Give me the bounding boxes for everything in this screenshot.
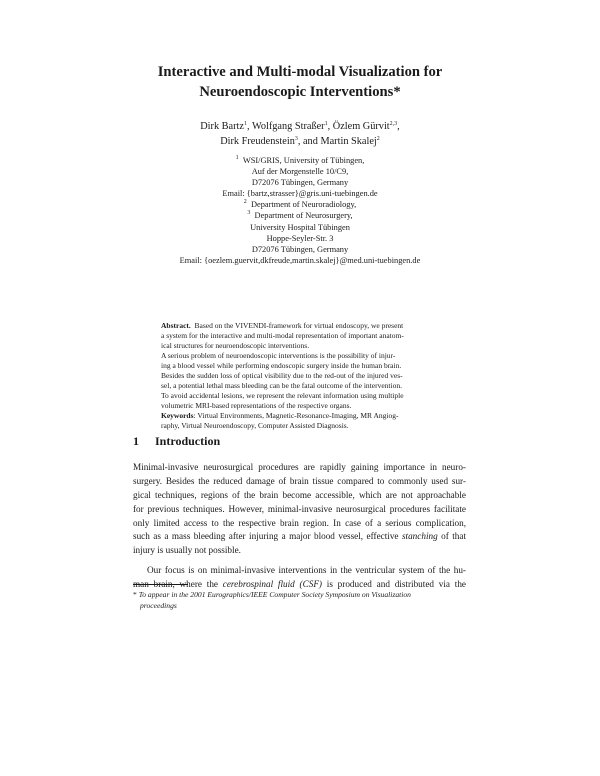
body-line: surgery. Besides the reduced damage of brain tissue compared to commonly used sur-	[133, 475, 466, 486]
abstract-text: Based on the VIVENDI-framework for virtual endoscopy, we present	[194, 321, 404, 330]
title-line-2-text: Neuroendoscopic Interventions	[199, 84, 394, 100]
keywords-line	[161, 411, 440, 421]
affiliation-line: D72076 Tübingen, Germany	[251, 178, 349, 188]
abstract-line: sel, a potential lethal mass bleeding can be the fatal outcome of the intervention.	[161, 381, 402, 391]
affiliation-text: Department of Neurosurgery,	[254, 211, 353, 221]
author-affiliation-mark: 3	[294, 136, 298, 142]
abstract-line: Besides the sudden loss of optical visibility due to the red-out of the injured ves-	[161, 371, 403, 381]
author-separator: ,	[246, 121, 252, 132]
body-text: such as a mass bleeding after injuring a major blood vessel, effective	[133, 531, 402, 542]
section-title: Introduction	[155, 434, 221, 448]
abstract-label: Abstract.	[161, 321, 191, 330]
author-affiliation-mark: 2	[376, 136, 380, 142]
emphasis-text: cerebrospinal fluid (CSF)	[222, 579, 322, 590]
section-number: 1	[133, 434, 139, 448]
keywords-text: : Virtual Environments, Magnetic-Resonance-Imaging, MR Angiog-	[193, 411, 399, 421]
author-name: Özlem Gürvit	[332, 121, 390, 132]
body-line: gical techniques, regions of the brain become accessible, which are not approachable	[133, 489, 466, 500]
affiliation-line	[0, 199, 600, 210]
author-affiliation-mark: 1	[243, 121, 247, 127]
title-line-2	[0, 82, 600, 102]
affiliation-line: University Hospital Tübingen	[250, 222, 350, 232]
abstract-line	[161, 321, 440, 331]
affiliation-block	[0, 155, 600, 266]
affiliation-line	[0, 210, 600, 221]
footnote-mark: *	[133, 590, 137, 599]
affiliation-mark: 3	[247, 210, 251, 217]
author-line-2	[0, 134, 600, 149]
affiliation-line: Auf der Morgenstelle 10/C9,	[251, 167, 349, 177]
affiliation-line: D72076 Tübingen, Germany	[251, 244, 349, 254]
footnote-line	[133, 600, 466, 611]
body-line: injury is usually not possible.	[133, 545, 241, 556]
affiliation-line	[0, 155, 600, 166]
title-footnote-mark: *	[393, 84, 401, 100]
abstract-line: a system for the interactive and multi-modal representation of important anatom-	[161, 331, 404, 341]
author-separator: , and	[297, 136, 321, 147]
body-line: only limited access to the respective brain region. In case of a serious complication,	[133, 517, 466, 528]
author-affiliation-mark: 2,3	[389, 121, 398, 127]
section-heading	[133, 434, 220, 449]
footnote	[133, 589, 466, 611]
body-line: for previous techniques. However, minimal-invasive neurosurgical procedures facilitate	[133, 503, 466, 514]
abstract-line: To avoid accidental lesions, we represent the relevant information using multiple	[161, 391, 404, 401]
author-name: Wolfgang Straßer	[251, 121, 325, 132]
paper-title	[0, 62, 600, 102]
keywords-label: Keywords	[161, 411, 194, 421]
abstract	[161, 321, 440, 432]
body-text: of that	[437, 531, 466, 542]
author-separator: ,	[327, 121, 333, 132]
footnote-text: To appear in the 2001 Eurographics/IEEE Computer Society Symposium on Visualization	[136, 590, 411, 599]
footnote-text: proceedings	[140, 601, 177, 610]
author-line-1	[0, 119, 600, 134]
affiliation-mark: 2	[243, 199, 247, 206]
abstract-line: volumetric MRI-based representations of the respective organs.	[161, 401, 352, 411]
author-separator: ,	[397, 121, 400, 132]
affiliation-email: Email: {bartz,strasser}@gris.uni-tuebingen.de	[222, 189, 378, 199]
abstract-line: ing a blood vessel while performing endoscopic surgery inside the human brain.	[161, 361, 402, 371]
author-affiliation-mark: 1	[324, 121, 328, 127]
author-name: Martin Skalej	[320, 136, 377, 147]
title-line-1: Interactive and Multi-modal Visualization for	[157, 64, 443, 80]
affiliation-mark: 1	[235, 155, 239, 161]
affiliation-text: WSI/GRIS, University of Tübingen,	[242, 156, 365, 165]
author-name: Dirk Bartz	[200, 121, 244, 132]
body-text: is produced and distributed via the	[322, 579, 466, 590]
affiliation-email: Email: {oezlem.guervit,dkfreude,martin.skalej}@med.uni-tuebingen.de	[179, 255, 421, 265]
affiliation-text: Department of Neuroradiology,	[250, 200, 357, 210]
footnote-line	[133, 589, 466, 600]
author-list	[0, 119, 600, 149]
body-line	[133, 530, 466, 544]
abstract-line: A serious problem of neuroendoscopic interventions is the possibility of injur-	[161, 351, 396, 361]
keywords-line: raphy, Virtual Neuroendoscopy, Computer Assisted Diagnosis.	[161, 421, 349, 431]
introduction-body	[133, 461, 466, 592]
body-line: Our focus is on minimal-invasive interventions in the ventricular system of the hu-	[147, 565, 466, 576]
footnote-rule	[133, 584, 188, 585]
emphasis-text: stanching	[401, 531, 438, 542]
body-line: Minimal-invasive neurosurgical procedures are rapidly gaining importance in neuro-	[133, 462, 466, 472]
author-name: Dirk Freudenstein	[220, 136, 295, 147]
affiliation-line: Hoppe-Seyler-Str. 3	[266, 233, 334, 243]
abstract-line: ical structures for neuroendoscopic interventions.	[161, 341, 310, 351]
body-text: man brain, where the	[133, 579, 223, 590]
